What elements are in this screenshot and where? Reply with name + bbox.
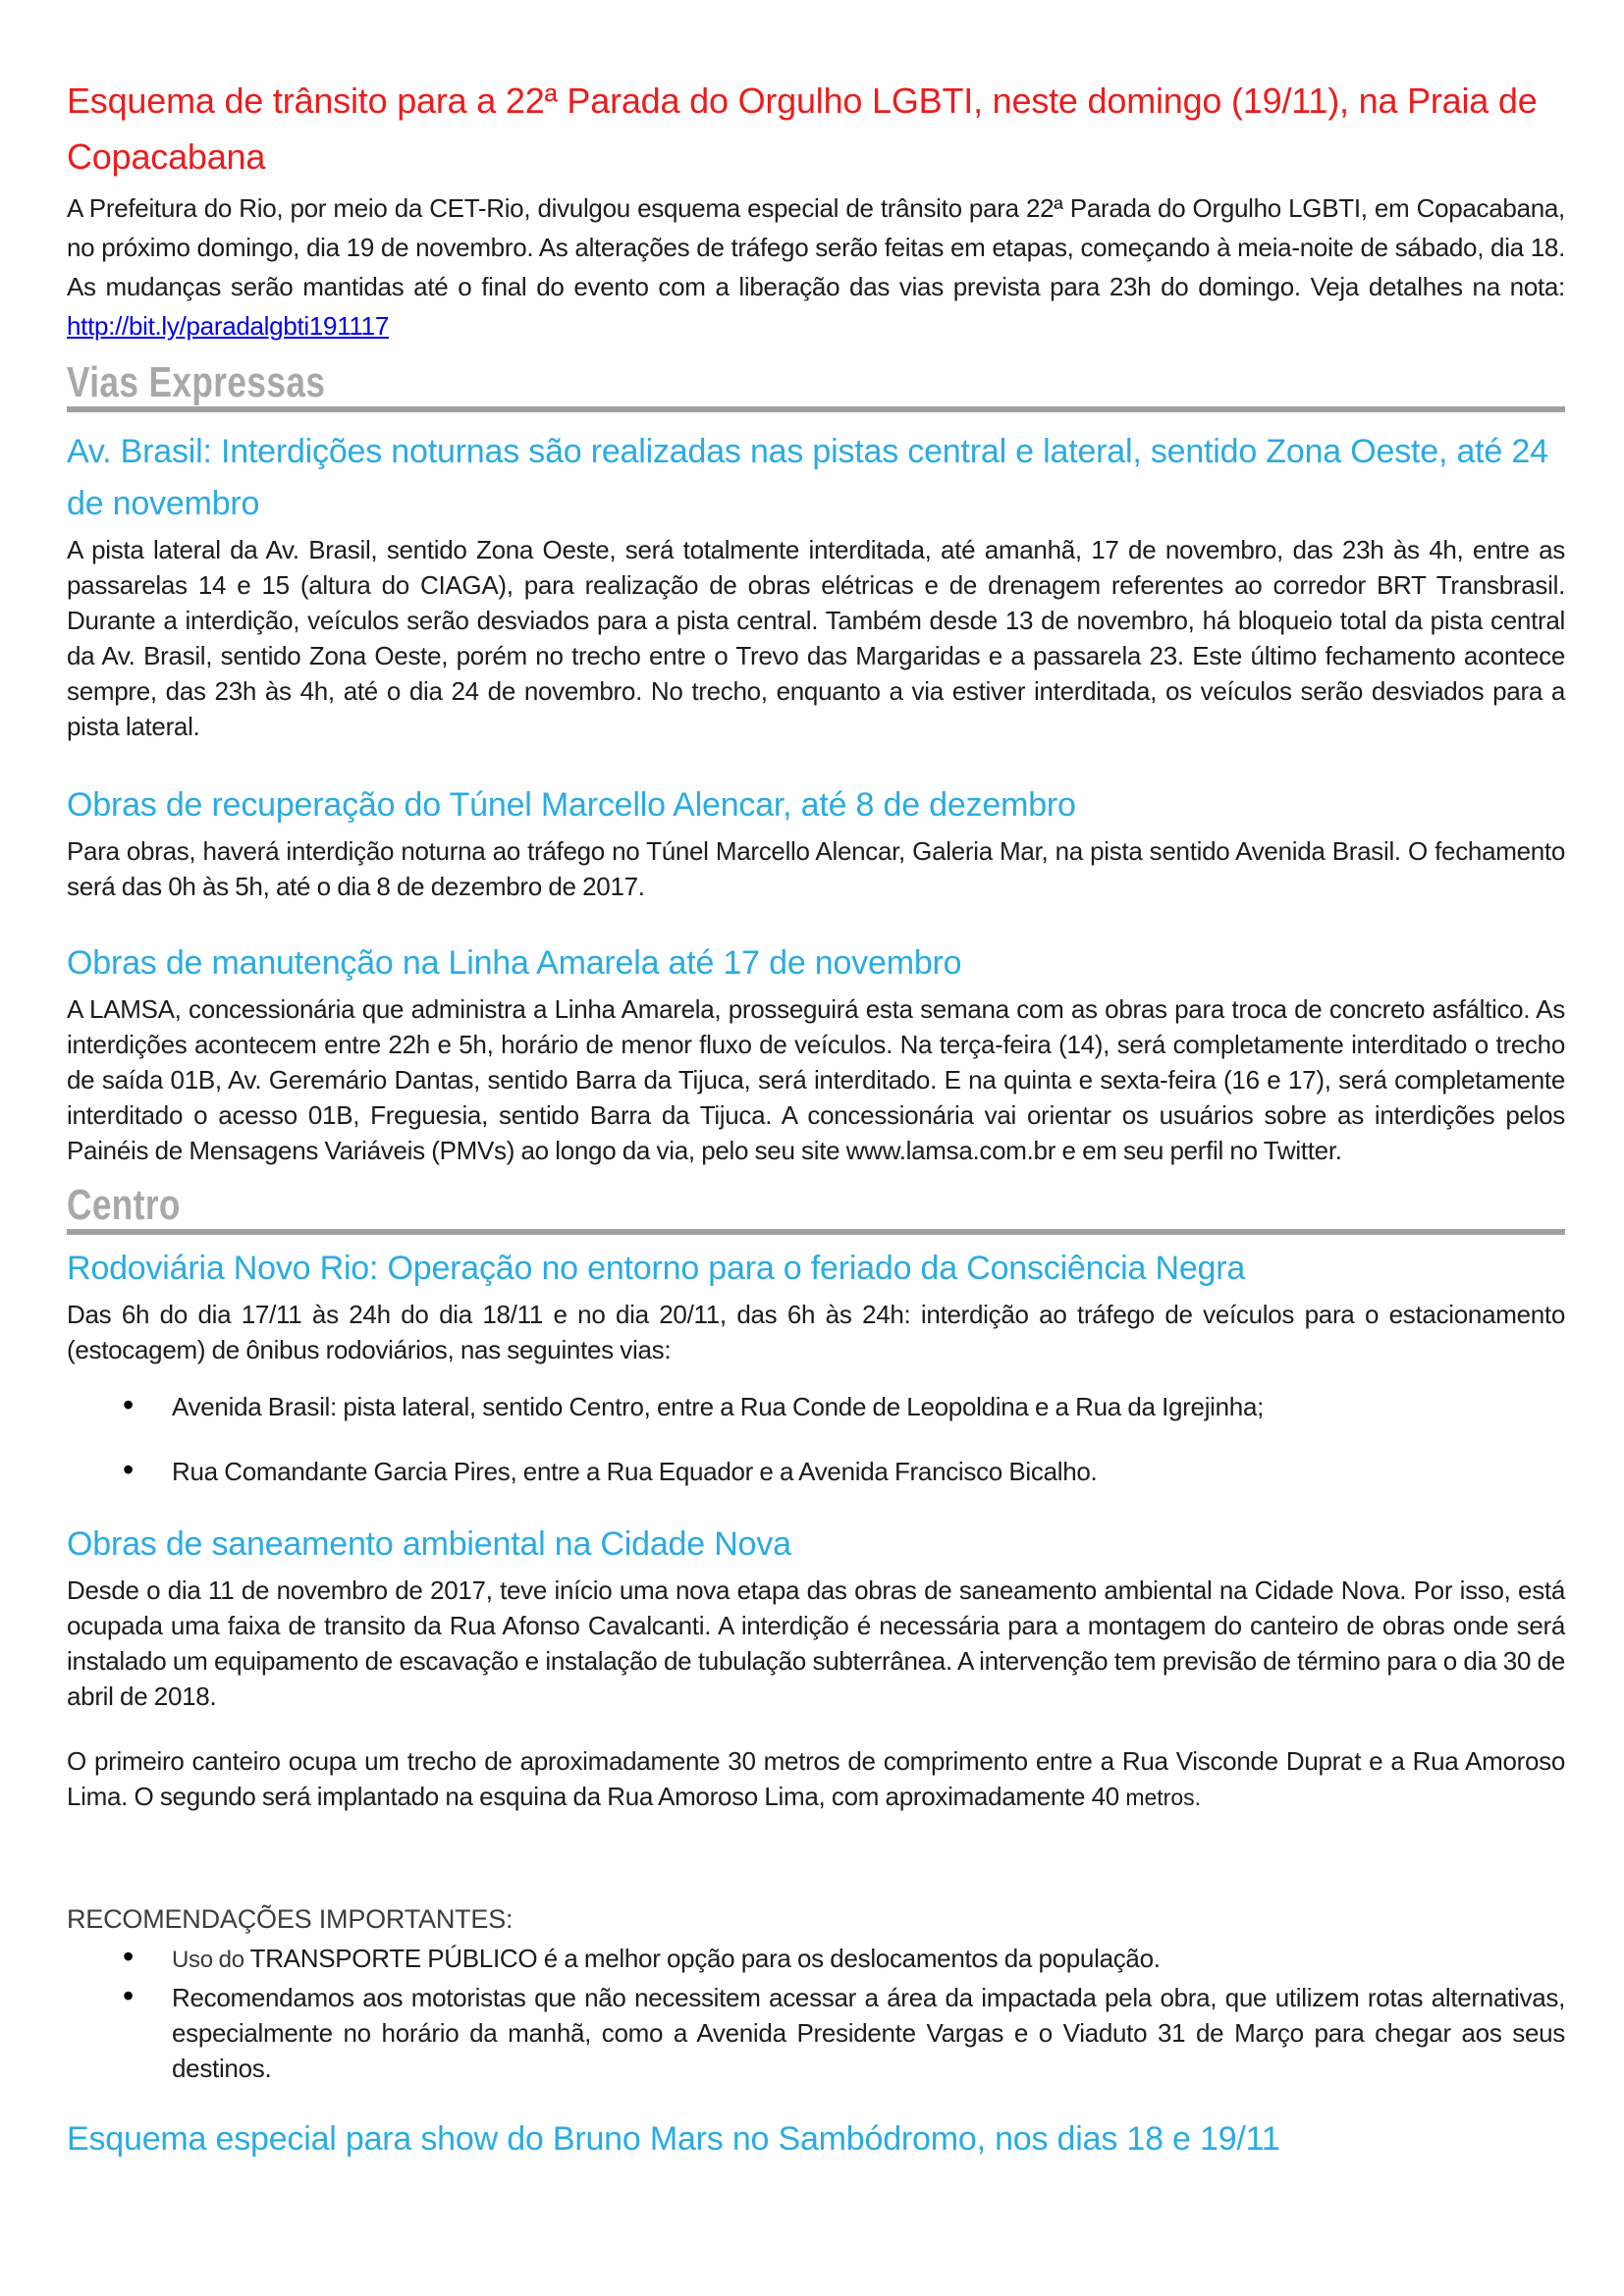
article-body-av-brasil: A pista lateral da Av. Brasil, sentido Zona Oeste, será totalmente interditada, até amanhã, 17 de novembro, das 23h às 4h, entre as passarelas 14 e 15 (altura do CIAGA), para realização de obras elétricas e de drenagem referentes ao corredor BRT Transbrasil. Durante a interdição, veículos serão desviados para a pista central. Também desde 13 de novembro, há bloqueio total da pista central da Av. Brasil, sentido Zona Oeste, porém no trecho entre o Trevo das Margaridas e a passarela 23. Este último fechamento acontece sempre, das 23h às 4h, até o dia 24 de novembro. No trecho, enquanto a via estiver interditada, os veículos serão desviados para a pista lateral. [67,535,1565,741]
article-body-rodoviaria-novo-rio: Das 6h do dia 17/11 às 24h do dia 18/11 e no dia 20/11, das 6h às 24h: interdição ao tráfego de veículos para o estacionamento (estocagem) de ônibus rodoviários, nas seguintes vias: [67,1300,1565,1364]
parade-details-link[interactable]: http://bit.ly/paradalgbti191117 [67,311,389,341]
page-title: Esquema de trânsito para a 22ª Parada do Orgulho LGBTI, neste domingo (19/11), na Praia de Copacabana [67,80,1538,177]
section-divider [67,406,1565,412]
article-body-linha-amarela: A LAMSA, concessionária que administra a Linha Amarela, prosseguirá esta semana com as obras para troca de concreto asfáltico. As interdições acontecem entre 22h e 5h, horário de menor fluxo de veículos. Na terça-feira (14), será completamente interditado o trecho de saída 01B, Av. Geremário Dantas, sentido Barra da Tijuca, será interditado. E na quinta e sexta-feira (16 e 17), será completamente interditado o acesso 01B, Freguesia, sentido Barra da Tijuca. A concessionária vai orientar os usuários sobre as interdições pelos Painéis de Mensagens Variáveis (PMVs) ao longo da via, pelo seu site www.lamsa.com.br e em seu perfil no Twitter. [67,994,1565,1165]
article-title-av-brasil: Av. Brasil: Interdições noturnas são realizadas nas pistas central e lateral, sentido Zona Oeste, até 24 de novembro [67,433,1548,522]
recommendation-prefix: Uso do [172,1947,250,1973]
recommendation-text: TRANSPORTE PÚBLICO é a melhor opção para os deslocamentos da população. [249,1944,1161,1973]
section-header-centro: Centro [67,1181,181,1229]
section-vias-expressas [67,358,1565,412]
article-title-rodoviaria-novo-rio: Rodoviária Novo Rio: Operação no entorno para o feriado da Consciência Negra [67,1250,1246,1287]
saneamento-body2-suffix: metros. [1125,1785,1201,1810]
section-divider [67,1229,1565,1235]
list-item: • Recomendamos aos motoristas que não necessitem acessar a área da impactada pela obra, que utilizem rotas alternativas, especialmente no horário da manhã, como a Avenida Presidente Vargas e o Viaduto 31 de Março para chegar aos seus destinos. [123,1980,1565,2086]
rodoviaria-street-list [67,1389,1565,1489]
saneamento-body2-main: O primeiro canteiro ocupa um trecho de aproximadamente 30 metros de comprimento entre a Rua Visconde Duprat e a Rua Amoroso Lima. O segundo será implantado na esquina da Rua Amoroso Lima, com aproximadamente 40 [67,1746,1565,1811]
article-body-tunel-marcello-alencar: Para obras, haverá interdição noturna ao tráfego no Túnel Marcello Alencar, Galeria Mar, na pista sentido Avenida Brasil. O fechamento será das 0h às 5h, até o dia 8 de dezembro de 2017. [67,836,1565,901]
list-item: • Avenida Brasil: pista lateral, sentido Centro, entre a Rua Conde de Leopoldina e a Rua da Igrejinha; [123,1389,1565,1424]
section-centro [67,1181,1565,1235]
section-header-vias-expressas: Vias Expressas [67,358,326,406]
intro-text: A Prefeitura do Rio, por meio da CET-Rio, divulgou esquema especial de trânsito para 22ª Parada do Orgulho LGBTI, em Copacabana, no próximo domingo, dia 19 de novembro. As alterações de tráfego serão feitas em etapas, começando à meia-noite de sábado, dia 18. As mudanças serão mantidas até o final do evento com a liberação das vias prevista para 23h do domingo. Veja detalhes na nota: [67,193,1565,301]
article-title-tunel-marcello-alencar: Obras de recuperação do Túnel Marcello Alencar, até 8 de dezembro [67,786,1076,824]
recommendations-list [67,1941,1565,2086]
list-item [123,1941,1565,1978]
article-title-saneamento-cidade-nova: Obras de saneamento ambiental na Cidade Nova [67,1525,791,1563]
article-title-bruno-mars: Esquema especial para show do Bruno Mars no Sambódromo, nos dias 18 e 19/11 [67,2120,1280,2158]
intro-paragraph [67,188,1565,346]
list-item: • Rua Comandante Garcia Pires, entre a Rua Equador e a Avenida Francisco Bicalho. [123,1454,1565,1489]
recommendations-title: RECOMENDAÇÕES IMPORTANTES: [67,1904,514,1934]
article-body-saneamento-1: Desde o dia 11 de novembro de 2017, teve início uma nova etapa das obras de saneamento ambiental na Cidade Nova. Por isso, está ocupada uma faixa de transito da Rua Afonso Cavalcanti. A interdição é necessária para a montagem do canteiro de obras onde será instalado um equipamento de escavação e instalação de tubulação subterrânea. A intervenção tem previsão de término para o dia 30 de abril de 2018. [67,1575,1565,1711]
article-body-saneamento-2 [67,1743,1565,1815]
article-title-linha-amarela: Obras de manutenção na Linha Amarela até 17 de novembro [67,944,962,982]
